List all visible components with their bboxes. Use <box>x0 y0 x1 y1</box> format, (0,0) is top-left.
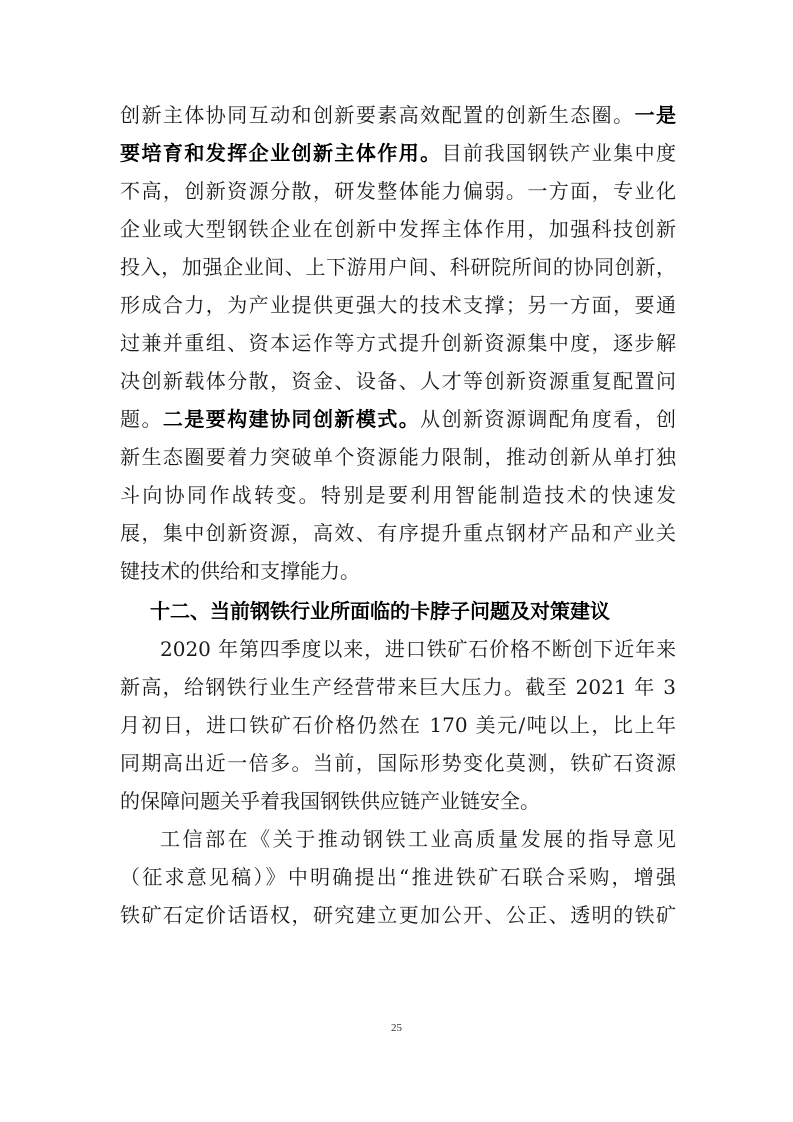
text-line <box>120 858 676 896</box>
bold-text: 二是要构建协同创新模式。 <box>162 407 421 431</box>
page-number: 25 <box>391 1022 402 1034</box>
text-run: 不高，创新资源分散，研发整体能力偏弱。一方面，专业化 <box>120 179 676 203</box>
text-line <box>120 286 676 324</box>
text-run: 从创新资源调配角度看，创 <box>420 407 677 431</box>
text-run: 题。 <box>120 407 163 431</box>
text-line <box>120 324 676 362</box>
text-line <box>120 896 676 934</box>
text-run: 决创新载体分散，资金、设备、人才等创新资源重复配置问 <box>120 369 676 393</box>
text-run: 创新主体协同互动和创新要素高效配置的创新生态圈。 <box>120 103 635 127</box>
text-line <box>120 630 676 668</box>
text-line <box>120 172 676 210</box>
text-run: 键技术的供给和支撑能力。 <box>120 559 360 583</box>
text-line <box>120 514 676 552</box>
text-line <box>120 476 676 514</box>
text-run: 铁矿石定价话语权，研究建立更加公开、公正、透明的铁矿 <box>120 903 676 927</box>
text-line <box>120 96 676 134</box>
section-heading: 十二、当前钢铁行业所面临的卡脖子问题及对策建议 <box>150 599 610 623</box>
text-line <box>120 362 676 400</box>
text-run: 企业或大型钢铁企业在创新中发挥主体作用，加强科技创新 <box>120 217 676 241</box>
text-run: 工信部在《关于推动钢铁工业高质量发展的指导意见 <box>160 827 676 851</box>
text-run: 月初日，进口铁矿石价格仍然在 170 美元/吨以上，比上年 <box>120 713 676 737</box>
text-run: 过兼并重组、资本运作等方式提升创新资源集中度，逐步解 <box>120 331 676 355</box>
text-run: （征求意见稿）》中明确提出“推进铁矿石联合采购，增强 <box>120 865 676 889</box>
text-run: 形成合力，为产业提供更强大的技术支撑；另一方面，要通 <box>120 293 676 317</box>
text-run: 展，集中创新资源，高效、有序提升重点钢材产品和产业关 <box>120 521 676 545</box>
bold-text: 一是 <box>634 103 677 127</box>
body-text <box>120 96 676 934</box>
text-line <box>120 552 676 590</box>
text-line <box>120 744 676 782</box>
text-line <box>120 438 676 476</box>
text-line <box>120 820 676 858</box>
text-line <box>120 706 676 744</box>
text-run: 新高，给钢铁行业生产经营带来巨大压力。截至 2021 年 3 <box>120 675 676 699</box>
text-run: 目前我国钢铁产业集中度 <box>441 141 677 165</box>
text-line <box>120 134 676 172</box>
text-line <box>120 400 676 438</box>
text-line <box>120 248 676 286</box>
text-run: 新生态圈要着力突破单个资源能力限制，推动创新从单打独 <box>120 445 676 469</box>
text-line <box>120 668 676 706</box>
bold-text: 要培育和发挥企业创新主体作用。 <box>120 141 442 165</box>
text-run: 的保障问题关乎着我国钢铁供应链产业链安全。 <box>120 789 540 813</box>
text-run: 投入，加强企业间、上下游用户间、科研院所间的协同创新， <box>120 255 676 279</box>
text-run: 同期高出近一倍多。当前，国际形势变化莫测，铁矿石资源 <box>120 751 676 775</box>
text-line <box>120 782 676 820</box>
text-run: 斗向协同作战转变。特别是要利用智能制造技术的快速发 <box>120 483 676 507</box>
text-line <box>120 210 676 248</box>
text-run: 2020 年第四季度以来，进口铁矿石价格不断创下近年来 <box>160 637 676 661</box>
